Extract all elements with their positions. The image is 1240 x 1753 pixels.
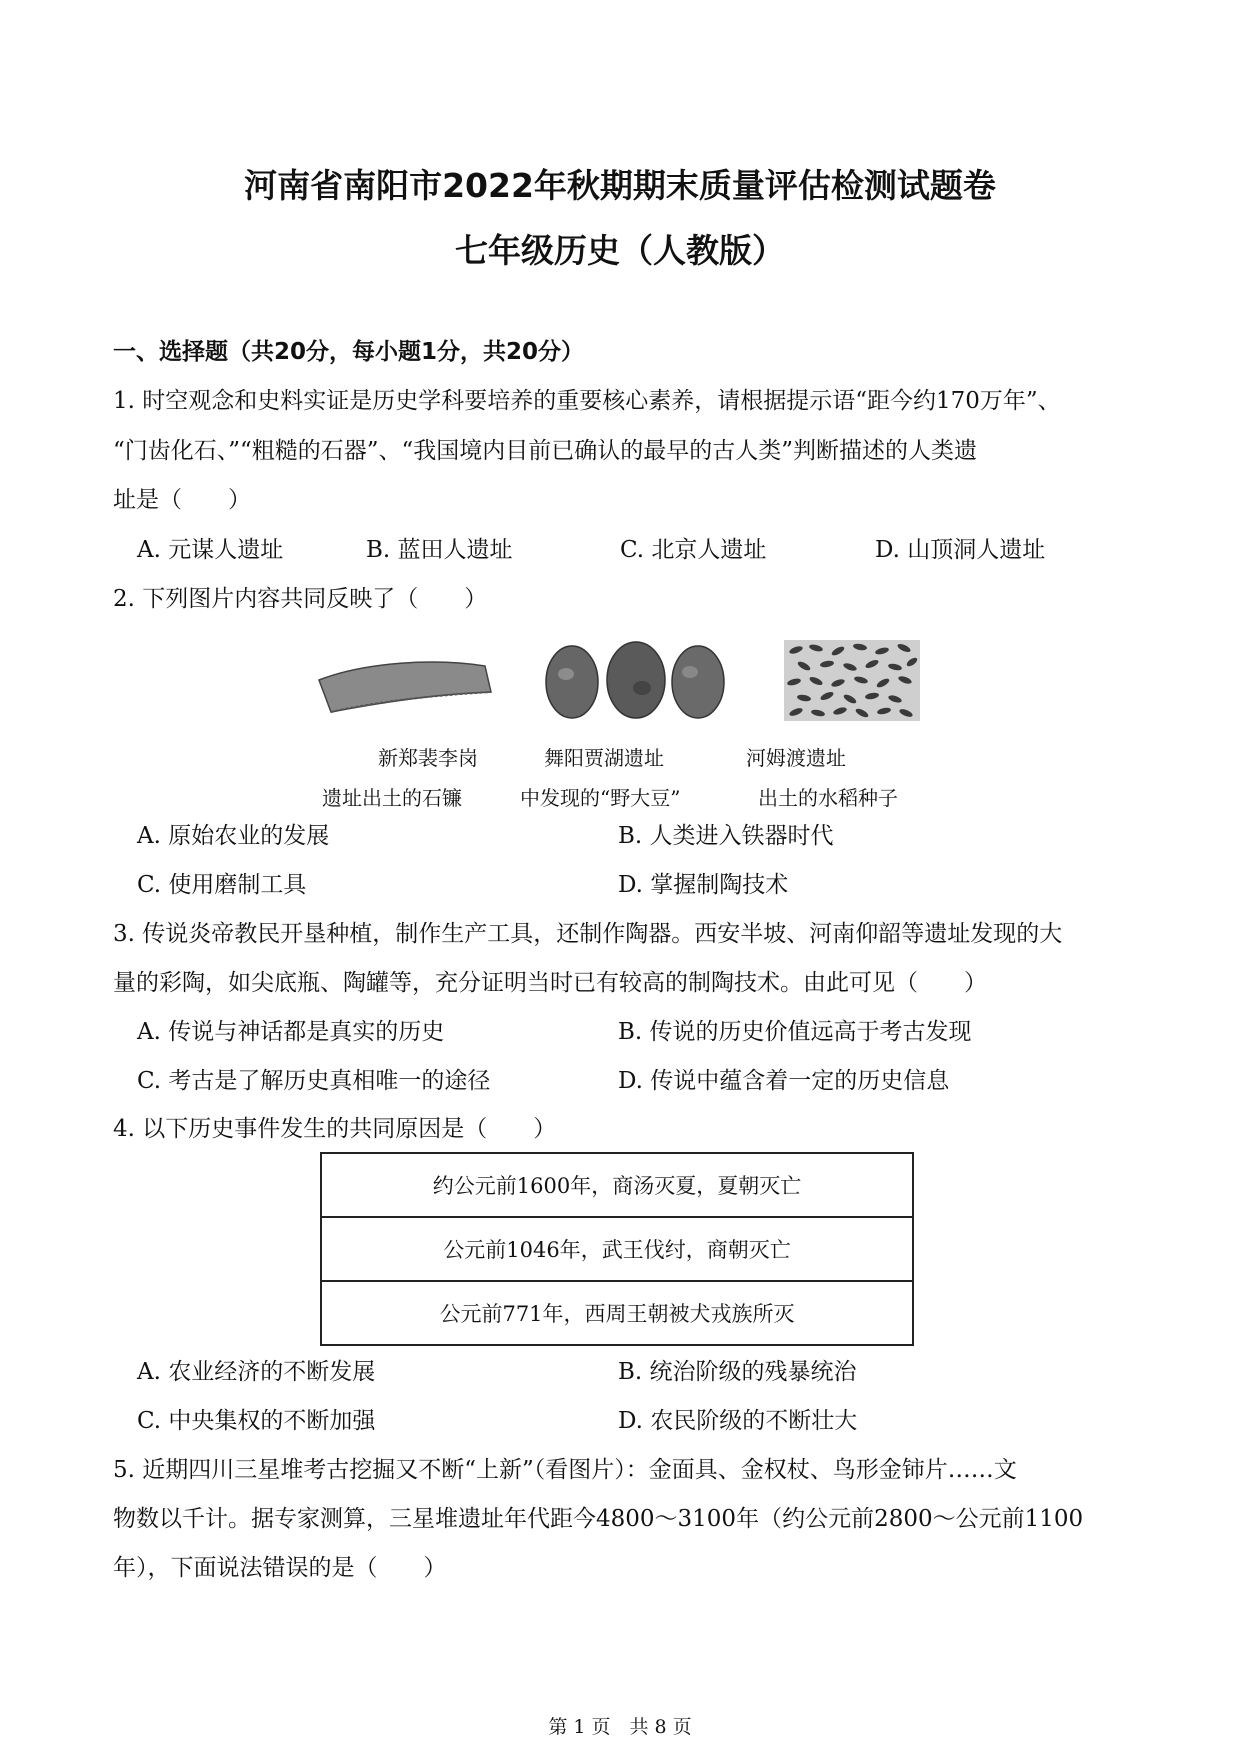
q5-line3: 年），下面说法错误的是（ ）: [113, 1555, 447, 1581]
q2-option-b: B. 人类进入铁器时代: [618, 823, 834, 849]
q3-line2: 量的彩陶，如尖底瓶、陶罐等，充分证明当时已有较高的制陶技术。由此可见（ ）: [113, 970, 987, 996]
exam-title: 河南省南阳市2022年秋期期末质量评估检测试题卷: [244, 166, 996, 205]
q1-option-a: A. 元谋人遗址: [137, 537, 284, 563]
caption-1-line1: 新郑裴李岗: [378, 746, 478, 770]
table-row: [321, 1153, 913, 1217]
table-row: [321, 1217, 913, 1281]
q1-line3: 址是（ ）: [113, 487, 251, 513]
q3-option-d: D. 传说中蕴含着一定的历史信息: [618, 1068, 950, 1094]
q1-line2: “门齿化石、”“粗糙的石器”、“我国境内目前已确认的最早的古人类”判断描述的人类遗: [113, 438, 978, 464]
q1-line1: 1. 时空观念和史料实证是历史学科要培养的重要核心素养，请根据提示语“距今约170万年”、: [113, 388, 1061, 414]
q4-option-c: C. 中央集权的不断加强: [137, 1408, 376, 1434]
q3-option-c: C. 考古是了解历史真相唯一的途径: [137, 1068, 491, 1094]
table-cell: 公元前1046年，武王伐纣，商朝灭亡: [321, 1217, 913, 1281]
q2-option-a: A. 原始农业的发展: [137, 823, 330, 849]
table-cell: 约公元前1600年，商汤灭夏，夏朝灭亡: [321, 1153, 913, 1217]
q5-line2: 物数以千计。据专家测算，三星堆遗址年代距今4800～3100年（约公元前2800～公元前1100: [113, 1506, 1084, 1532]
stone-sickle-image: [315, 650, 495, 725]
q5-line1: 5. 近期四川三星堆考古挖掘又不断“上新”（看图片）：金面具、金权杖、鸟形金铈片……文: [113, 1457, 1017, 1483]
caption-2-line1: 舞阳贾湖遗址: [544, 746, 664, 770]
q2-option-d: D. 掌握制陶技术: [618, 872, 789, 898]
q3-option-b: B. 传说的历史价值远高于考古发现: [618, 1019, 972, 1045]
q4-option-a: A. 农业经济的不断发展: [137, 1359, 376, 1385]
wild-soybean-image: [540, 638, 730, 723]
events-table: [320, 1152, 914, 1346]
caption-3-line1: 河姆渡遗址: [746, 746, 846, 770]
q4-option-d: D. 农民阶级的不断壮大: [618, 1408, 858, 1434]
q4-stem: 4. 以下历史事件发生的共同原因是（ ）: [113, 1116, 557, 1142]
caption-3-line2: 出土的水稻种子: [758, 786, 898, 810]
q3-line1: 3. 传说炎帝教民开垦种植，制作生产工具，还制作陶器。西安半坡、河南仰韶等遗址发现的大: [113, 921, 1063, 947]
section-heading: 一、选择题（共20分，每小题1分，共20分）: [113, 339, 585, 365]
table-cell: 公元前771年，西周王朝被犬戎族所灭: [321, 1281, 913, 1345]
q1-option-c: C. 北京人遗址: [620, 537, 767, 563]
q2-stem: 2. 下列图片内容共同反映了（ ）: [113, 586, 488, 612]
rice-seeds-image: [782, 638, 922, 723]
caption-1-line2: 遗址出土的石镰: [322, 786, 462, 810]
caption-2-line2: 中发现的“野大豆”: [520, 786, 681, 810]
exam-subtitle: 七年级历史（人教版）: [455, 231, 785, 270]
q2-option-c: C. 使用磨制工具: [137, 872, 307, 898]
page-number: 第 1 页 共 8 页: [548, 1716, 692, 1738]
table-row: [321, 1281, 913, 1345]
q3-option-a: A. 传说与神话都是真实的历史: [137, 1019, 445, 1045]
q4-option-b: B. 统治阶级的残暴统治: [618, 1359, 857, 1385]
q1-option-b: B. 蓝田人遗址: [366, 537, 513, 563]
q1-option-d: D. 山顶洞人遗址: [875, 537, 1046, 563]
